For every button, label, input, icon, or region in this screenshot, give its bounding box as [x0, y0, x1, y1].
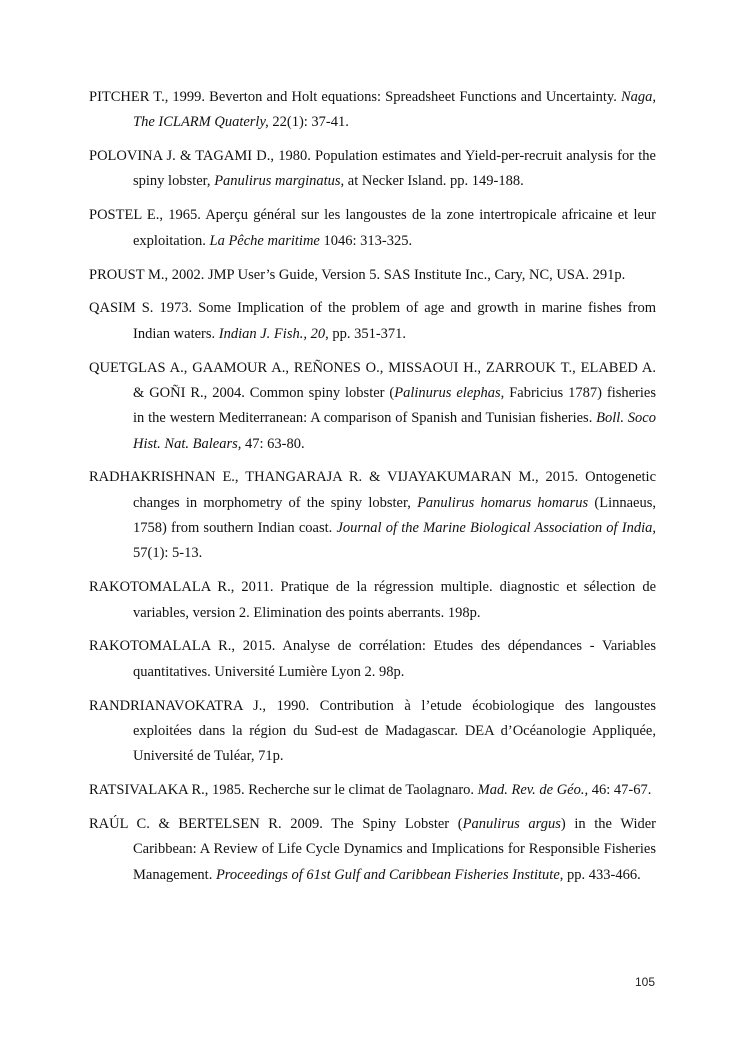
reference-text: RATSIVALAKA R., 1985. Recherche sur le climat de Taolagnaro.: [89, 782, 478, 799]
reference-entry: [89, 144, 656, 195]
reference-text: 47: 63-80.: [241, 435, 305, 452]
reference-italic-text: Journal of the Marine Biological Association of India,: [336, 520, 656, 537]
reference-entry: [89, 203, 656, 254]
reference-text: POSTEL E., 1965. Aperçu général sur les langoustes de la zone intertropicale africaine et leur exploitation.: [89, 207, 656, 249]
reference-text: RANDRIANAVOKATRA J., 1990. Contribution à l’etude écobiologique des langoustes exploitées dans la région du Sud-est de Madagascar. DEA d’Océanologie Appliquée, Université de Tuléar, 71p.: [89, 697, 656, 765]
reference-italic-text: Indian J. Fish., 20: [218, 325, 326, 342]
reference-italic-text: Proceedings of 61st Gulf and Caribbean Fisheries Institute: [215, 866, 560, 883]
reference-italic-text: Naga, The ICLARM Quaterly,: [133, 89, 656, 131]
reference-text: POLOVINA J. & TAGAMI D., 1980. Population estimates and Yield-per-recruit analysis for the spiny lobster,: [89, 148, 656, 190]
reference-text: RAÚL C. & BERTELSEN R. 2009. The Spiny Lobster (: [89, 815, 463, 832]
reference-italic-text: La Pêche maritime: [209, 232, 320, 249]
reference-text: , Fabricius 1787) fisheries in the western Mediterranean: A comparison of Spanish and Tunisian fisheries.: [133, 384, 656, 427]
reference-italic-text: Panulirus marginatus: [214, 173, 341, 190]
reference-entry: [89, 634, 656, 685]
reference-text: RAKOTOMALALA R., 2011. Pratique de la régression multiple. diagnostic et sélection de variables, version 2. Elimination des points aberrants. 198p.: [89, 579, 656, 621]
reference-entry: [89, 575, 656, 626]
reference-list: [89, 85, 656, 896]
reference-text: 57(1): 5-13.: [133, 545, 203, 562]
reference-entry: [89, 296, 656, 347]
reference-text: QASIM S. 1973. Some Implication of the problem of age and growth in marine fishes from Indian waters.: [89, 300, 656, 342]
reference-entry: [89, 356, 656, 457]
reference-text: 22(1): 37-41.: [268, 114, 349, 131]
reference-text: , pp. 433-466.: [559, 866, 641, 883]
reference-italic-text: Boll. Soco Hist. Nat. Balears,: [133, 410, 656, 452]
page-number: 105: [634, 975, 655, 989]
reference-entry: [89, 694, 656, 770]
reference-text: RAKOTOMALALA R., 2015. Analyse de corrélation: Etudes des dépendances - Variables quantitatives. Université Lumière Lyon 2. 98p.: [89, 638, 656, 680]
reference-text: PROUST M., 2002. JMP User’s Guide, Version 5. SAS Institute Inc., Cary, NC, USA. 291p.: [89, 266, 626, 283]
reference-text: , pp. 351-371.: [325, 325, 407, 342]
reference-text: ) in the Wider Caribbean: A Review of Life Cycle Dynamics and Implications for Responsible Fisheries Management.: [133, 815, 657, 883]
reference-entry: [89, 263, 656, 288]
reference-text: PITCHER T., 1999. Beverton and Holt equations: Spreadsheet Functions and Uncertainty.: [89, 89, 621, 105]
reference-italic-text: Mad. Rev. de Géo.,: [477, 782, 589, 799]
reference-text: , at Necker Island. pp. 149-188.: [340, 173, 524, 190]
reference-entry: [89, 812, 656, 888]
reference-text: 46: 47-67.: [588, 782, 652, 799]
reference-text: QUETGLAS A., GAAMOUR A., REÑONES O., MISSAOUI H., ZARROUK T., ELABED A. & GOÑI R., 2004. Common spiny lobster (: [89, 359, 656, 401]
reference-italic-text: Palinurus elephas: [394, 384, 501, 401]
reference-text: RADHAKRISHNAN E., THANGARAJA R. & VIJAYAKUMARAN M., 2015. Ontogenetic changes in morphometry of the spiny lobster,: [89, 469, 656, 511]
reference-entry: [89, 778, 656, 803]
reference-entry: [89, 465, 656, 566]
reference-text: 1046: 313-325.: [319, 232, 413, 249]
reference-entry: [89, 85, 656, 136]
reference-text: (Linnaeus, 1758) from southern Indian coast.: [133, 494, 656, 537]
reference-italic-text: Panulirus argus: [462, 815, 561, 832]
reference-italic-text: Panulirus homarus homarus: [417, 494, 589, 511]
